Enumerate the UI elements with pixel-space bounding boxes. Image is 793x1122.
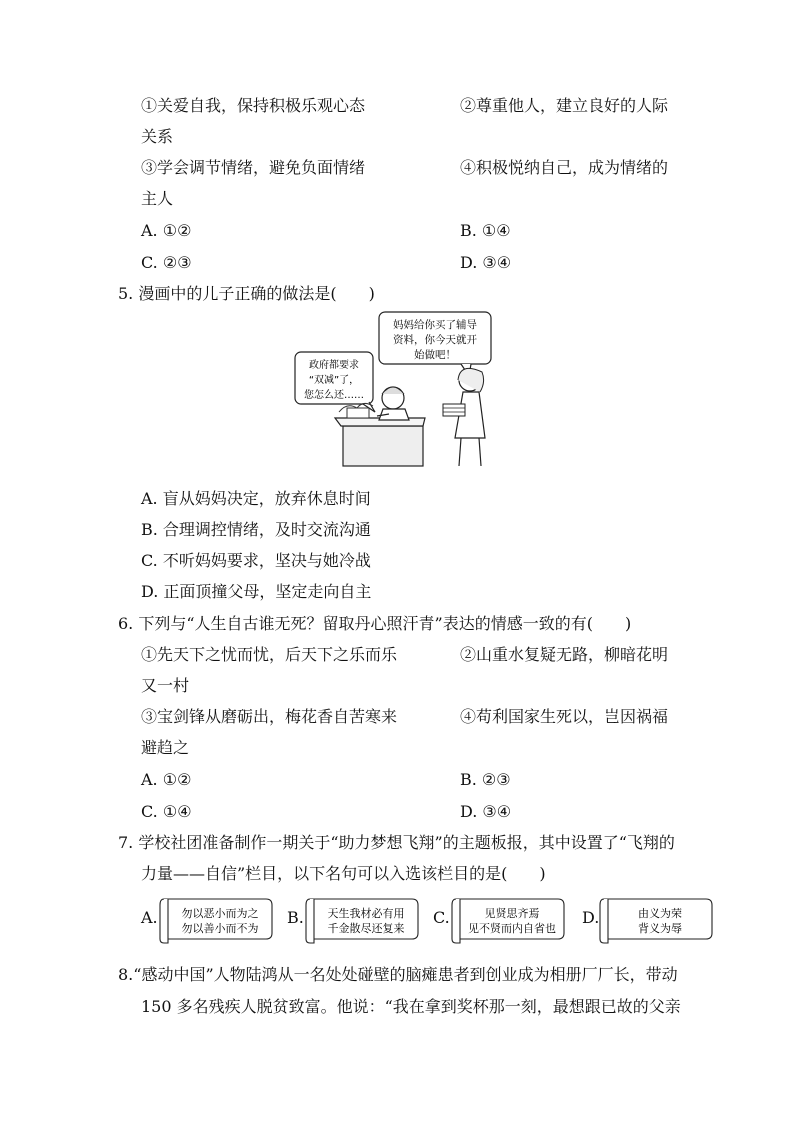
q7-option-d-scroll — [598, 893, 716, 945]
q7-option-a-scroll — [158, 893, 276, 945]
q6-option-d: D. ③④ — [460, 802, 512, 821]
q6-option-b: B. ②③ — [460, 770, 511, 789]
q6-statement-4-cont: 避趋之 — [141, 738, 190, 757]
q7-option-b-letter: B. — [287, 908, 304, 927]
q5-option-d: D. 正面顶撞父母，坚定走向自主 — [141, 582, 372, 601]
q7-option-d-line-1: 由义为荣 — [638, 907, 682, 920]
desk-illustration — [335, 403, 425, 466]
q7-option-c-scroll — [450, 893, 568, 945]
q7-option-b-line-1: 天生我材必有用 — [327, 907, 405, 920]
q7-option-d-letter: D. — [582, 908, 600, 927]
q4-option-c: C. ②③ — [141, 253, 192, 272]
q6-statement-3: ③宝剑锋从磨砺出，梅花香自苦寒来 — [141, 707, 398, 726]
q7-option-a-line-1: 勿以恶小而为之 — [181, 907, 259, 920]
q6-option-a: A. ①② — [141, 770, 192, 789]
son-bubble-line-3: 您怎么还…… — [304, 390, 364, 401]
mother-bubble-line-1: 妈妈给你买了辅导 — [393, 319, 477, 331]
q7-option-c-line-1: 见贤思齐焉 — [484, 907, 540, 920]
q7-option-d-line-2: 背义为辱 — [638, 922, 682, 935]
q7-option-b-line-2: 千金散尽还复来 — [327, 922, 405, 935]
q6-statement-2-cont: 又一村 — [141, 676, 190, 695]
q7-option-b-scroll — [304, 893, 422, 945]
q4-statement-2: ②尊重他人，建立良好的人际 — [460, 96, 669, 115]
son-bubble-line-2: “双减”了， — [308, 375, 360, 386]
q4-option-d: D. ③④ — [460, 253, 512, 272]
q7-option-c-letter: C. — [433, 908, 450, 927]
q6-statement-1: ①先天下之忧而忧，后天下之乐而乐 — [141, 645, 398, 664]
q8-line-2: 150 多名残疾人脱贫致富。他说：“我在拿到奖杯那一刻，最想跟已故的父亲 — [141, 997, 681, 1016]
q7-option-a-line-2: 勿以善小而不为 — [181, 922, 259, 935]
mother-son-cartoon — [293, 308, 503, 473]
q5-stem: 5. 漫画中的儿子正确的做法是( ) — [118, 284, 375, 303]
q5-option-c: C. 不听妈妈要求，坚决与她冷战 — [141, 551, 371, 570]
q7-stem-line-1: 7. 学校社团准备制作一期关于“助力梦想飞翔”的主题板报，其中设置了“飞翔的 — [118, 833, 675, 852]
q6-stem: 6. 下列与“人生自古谁无死？留取丹心照汗青”表达的情感一致的有( ) — [118, 614, 632, 633]
q4-statement-1: ①关爱自我，保持积极乐观心态 — [141, 96, 366, 115]
q4-statement-4-cont: 主人 — [141, 189, 174, 208]
q5-option-b: B. 合理调控情绪，及时交流沟通 — [141, 520, 371, 539]
q4-option-a: A. ①② — [141, 221, 192, 240]
son-figure — [377, 387, 409, 420]
q4-statement-2-cont: 关系 — [141, 127, 174, 146]
q7-option-c-line-2: 见不贤而内自省也 — [468, 922, 556, 935]
q7-stem-line-2: 力量——自信”栏目，以下名句可以入选该栏目的是( ) — [141, 864, 546, 883]
q6-option-c: C. ①④ — [141, 802, 192, 821]
q8-line-1: 8.“感动中国”人物陆鸿从一名处处碰壁的脑瘫患者到创业成为相册厂厂长，带动 — [118, 965, 678, 984]
q4-option-b: B. ①④ — [460, 221, 511, 240]
q6-statement-2: ②山重水复疑无路，柳暗花明 — [460, 645, 669, 664]
mother-bubble-line-3: 始做吧！ — [414, 349, 456, 361]
q6-statement-4: ④苟利国家生死以，岂因祸福 — [460, 707, 669, 726]
mother-figure — [443, 368, 485, 466]
q5-option-a: A. 盲从妈妈决定，放弃休息时间 — [141, 489, 371, 508]
q4-statement-4: ④积极悦纳自己，成为情绪的 — [460, 158, 669, 177]
mother-bubble-line-2: 资料，你今天就开 — [393, 334, 477, 346]
q4-statement-3: ③学会调节情绪，避免负面情绪 — [141, 158, 366, 177]
son-bubble-line-1: 政府都要求 — [309, 360, 359, 371]
q7-option-a-letter: A. — [141, 908, 158, 927]
